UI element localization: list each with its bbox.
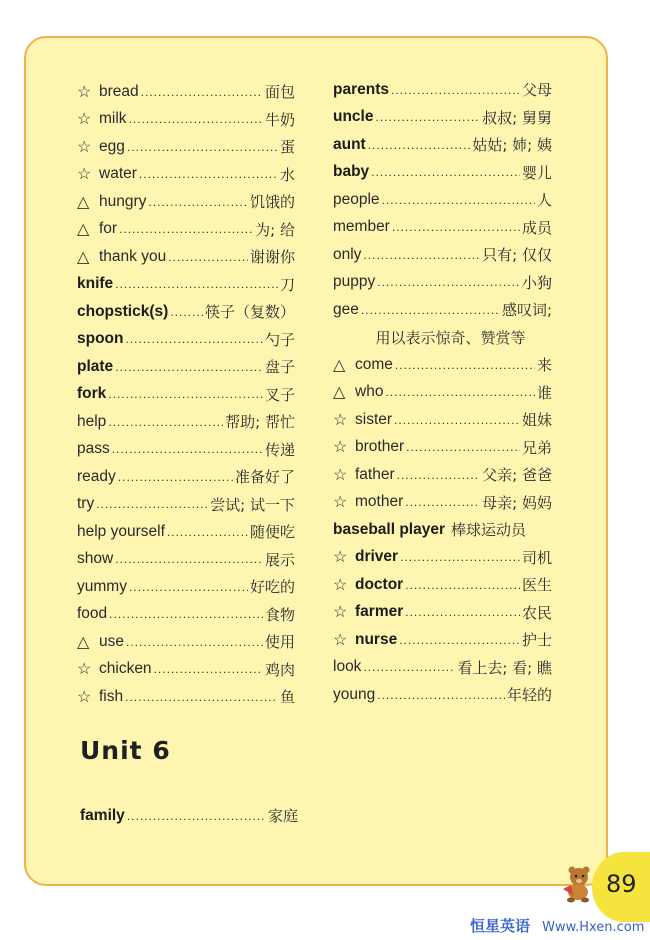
- star-icon: ☆: [77, 166, 92, 184]
- vocab-entry: [333, 76, 552, 104]
- vocab-entry: [77, 656, 295, 684]
- triangle-icon: △: [77, 221, 90, 239]
- vocab-entry: [77, 381, 295, 409]
- vocab-word: father: [355, 465, 395, 483]
- dot-leader: [405, 578, 520, 592]
- vocab-meaning: 兄弟: [521, 438, 552, 457]
- vocab-word: look: [333, 658, 362, 676]
- triangle-icon: △: [77, 633, 90, 651]
- vocab-entry: [333, 489, 552, 517]
- star-icon: ☆: [77, 83, 92, 101]
- vocab-entry: [333, 159, 552, 187]
- vocab-entry: [77, 601, 295, 629]
- footer-watermark: [470, 915, 644, 936]
- dot-leader: [368, 138, 471, 152]
- vocab-word: show: [77, 550, 114, 568]
- vocab-word: hungry: [99, 192, 147, 210]
- vocab-word: water: [99, 165, 137, 183]
- vocab-entry: [333, 571, 552, 599]
- vocab-meaning: 小狗: [521, 273, 552, 292]
- vocab-word: farmer: [355, 603, 404, 621]
- vocab-word: chopstick(s): [77, 302, 169, 320]
- vocab-meaning: 饥饿的: [249, 193, 295, 212]
- vocab-entry: [333, 654, 552, 682]
- vocab-word: help yourself: [77, 522, 165, 540]
- dot-leader: [129, 112, 263, 126]
- vocab-word: for: [99, 220, 118, 238]
- dot-leader: [168, 250, 248, 264]
- vocab-word: ready: [77, 467, 116, 485]
- vocab-word: parents: [333, 80, 389, 98]
- vocab-meaning: 父亲; 爸爸: [482, 466, 552, 485]
- dot-leader: [154, 662, 263, 676]
- vocab-meaning: 父母: [521, 81, 552, 100]
- vocab-entry: [333, 214, 552, 242]
- dot-leader: [127, 809, 266, 823]
- star-icon: ☆: [333, 549, 348, 567]
- vocab-meaning: 使用: [264, 633, 295, 652]
- vocab-meaning: 勺子: [264, 330, 295, 349]
- vocab-word: only: [333, 245, 362, 263]
- vocab-meaning: 谁: [536, 383, 552, 402]
- vocab-entry: [77, 271, 295, 299]
- vocab-word: sister: [355, 410, 393, 428]
- vocab-entry: [77, 188, 295, 216]
- vocab-word: baby: [333, 163, 370, 181]
- dot-leader: [397, 468, 481, 482]
- unit-title: Unit 6: [80, 736, 171, 765]
- star-icon: ☆: [333, 411, 348, 429]
- vocab-entry: [333, 406, 552, 434]
- vocab-word: who: [355, 383, 384, 401]
- vocab-meaning: 牛奶: [264, 110, 295, 129]
- vocab-word: chicken: [99, 660, 152, 678]
- star-icon: ☆: [77, 661, 92, 679]
- vocab-continuation: 用以表示惊奇、赞赏等: [375, 328, 526, 347]
- vocab-entry: [77, 436, 295, 464]
- dot-leader: [125, 690, 278, 704]
- vocab-meaning: 年轻的: [506, 686, 552, 705]
- vocab-meaning: 人: [536, 191, 552, 210]
- vocab-meaning: 感叹词;: [501, 301, 552, 320]
- vocab-entry: [77, 353, 295, 381]
- vocab-word: yummy: [77, 577, 127, 595]
- vocab-entry: [333, 599, 552, 627]
- vocab-meaning: 随便吃: [249, 523, 295, 542]
- vocab-word: fish: [99, 687, 124, 705]
- dot-leader: [119, 222, 253, 236]
- vocab-entry: [333, 104, 552, 132]
- vocab-entry: [77, 243, 295, 271]
- vocab-meaning: 成员: [521, 218, 552, 237]
- vocab-entry: [77, 106, 295, 134]
- vocab-word: fork: [77, 385, 107, 403]
- vocab-entry: [333, 681, 552, 709]
- dot-leader: [126, 635, 263, 649]
- vocab-entry: [77, 491, 295, 519]
- vocab-word: knife: [77, 275, 114, 293]
- dot-leader: [109, 607, 263, 621]
- vocab-entry: [333, 269, 552, 297]
- dot-leader: [112, 442, 263, 456]
- dot-leader: [392, 220, 520, 234]
- vocab-entry: [77, 78, 295, 106]
- page-number: 89: [606, 870, 637, 898]
- vocab-word: come: [355, 355, 393, 373]
- dot-leader: [399, 633, 520, 647]
- vocab-meaning: 谢谢你: [249, 248, 295, 267]
- vocab-meaning: 司机: [521, 548, 552, 567]
- vocab-word: spoon: [77, 330, 124, 348]
- dot-leader: [363, 660, 455, 674]
- star-icon: ☆: [77, 688, 92, 706]
- vocab-entry: [77, 216, 295, 244]
- vocab-word: thank you: [99, 247, 167, 265]
- vocab-meaning: 筷子（复数）: [204, 303, 295, 322]
- vocab-meaning: 姑姑; 姉; 姨: [472, 136, 552, 155]
- footer-brand: 恒星英语: [470, 917, 531, 935]
- vocab-word: plate: [77, 357, 114, 375]
- dot-leader: [141, 85, 263, 99]
- dot-leader: [148, 195, 248, 209]
- vocab-entry: [333, 296, 552, 324]
- star-icon: ☆: [333, 631, 348, 649]
- footer-url: Www.Hxen.com: [542, 920, 645, 935]
- vocab-entry: [77, 326, 295, 354]
- dot-leader: [118, 470, 233, 484]
- triangle-icon: △: [333, 356, 346, 374]
- vocab-meaning: 医生: [521, 576, 552, 595]
- dot-leader: [170, 305, 203, 319]
- vocab-entry: [77, 683, 295, 711]
- vocab-entry: [77, 628, 295, 656]
- vocab-entry: [333, 434, 552, 462]
- vocab-meaning: 家庭: [267, 807, 298, 826]
- dot-leader: [115, 552, 263, 566]
- vocab-meaning: 姐妹: [521, 411, 552, 430]
- dot-leader: [394, 413, 520, 427]
- vocab-meaning: 来: [536, 356, 552, 375]
- dot-leader: [115, 360, 263, 374]
- vocab-meaning: 鱼: [279, 688, 295, 707]
- vocab-entry: [333, 516, 552, 544]
- dot-leader: [400, 550, 520, 564]
- vocab-meaning: 准备好了: [234, 468, 295, 487]
- dot-leader: [108, 415, 223, 429]
- vocab-entry: [77, 573, 295, 601]
- vocab-word: aunt: [333, 135, 366, 153]
- vocab-meaning: 护士: [521, 631, 552, 650]
- dot-leader: [395, 358, 535, 372]
- vocab-meaning: 鸡肉: [264, 660, 295, 679]
- vocab-entry: [333, 241, 552, 269]
- vocab-meaning: 叔叔; 舅舅: [482, 108, 552, 127]
- vocab-word: try: [77, 495, 95, 513]
- dot-leader: [405, 605, 520, 619]
- vocab-word: use: [99, 632, 124, 650]
- vocab-meaning: 婴儿: [521, 163, 552, 182]
- dot-leader: [127, 140, 278, 154]
- vocab-entry: [77, 546, 295, 574]
- vocab-word: food: [77, 605, 108, 623]
- vocab-entry: [333, 544, 552, 572]
- star-icon: ☆: [333, 576, 348, 594]
- vocab-entry: [333, 461, 552, 489]
- vocab-meaning: 水: [279, 165, 295, 184]
- vocab-meaning: 盘子: [264, 358, 295, 377]
- dot-leader: [391, 83, 520, 97]
- left-vocab-column: [77, 78, 295, 711]
- dot-leader: [108, 387, 263, 401]
- vocab-word: uncle: [333, 108, 374, 126]
- vocab-entry: [77, 408, 295, 436]
- star-icon: ☆: [333, 466, 348, 484]
- dot-leader: [405, 495, 480, 509]
- vocab-entry: [333, 626, 552, 654]
- vocab-entry: [77, 298, 295, 326]
- vocab-word: member: [333, 218, 390, 236]
- star-icon: ☆: [333, 494, 348, 512]
- vocab-meaning: 尝试; 试一下: [210, 495, 295, 514]
- vocab-meaning: 蛋: [279, 138, 295, 157]
- dot-leader: [126, 332, 263, 346]
- triangle-icon: △: [77, 193, 90, 211]
- vocab-meaning: 帮助; 帮忙: [225, 413, 295, 432]
- vocab-meaning: 只有; 仅仅: [482, 246, 552, 265]
- vocab-meaning: 展示: [264, 550, 295, 569]
- dot-leader: [167, 525, 248, 539]
- dot-leader: [377, 688, 505, 702]
- vocab-meaning: 面包: [264, 83, 295, 102]
- vocab-entry: [80, 802, 298, 830]
- dot-leader: [406, 440, 520, 454]
- vocab-meaning: 刀: [279, 275, 295, 294]
- vocab-meaning: 好吃的: [249, 578, 295, 597]
- dot-leader: [361, 303, 500, 317]
- dot-leader: [363, 248, 480, 262]
- vocab-meaning: 传递: [264, 440, 295, 459]
- vocab-entry: [77, 518, 295, 546]
- vocab-meaning: 母亲; 妈妈: [482, 493, 552, 512]
- dot-leader: [371, 165, 520, 179]
- dot-leader: [129, 580, 248, 594]
- dot-leader: [375, 110, 480, 124]
- vocab-word: puppy: [333, 273, 376, 291]
- vocab-meaning: 为; 给: [255, 220, 295, 239]
- vocab-word: doctor: [355, 575, 404, 593]
- triangle-icon: △: [77, 248, 90, 266]
- vocab-entry: [77, 133, 295, 161]
- dot-leader: [96, 497, 208, 511]
- vocab-entry: [333, 351, 552, 379]
- star-icon: ☆: [77, 111, 92, 129]
- vocab-entry: [333, 379, 552, 407]
- star-icon: ☆: [77, 138, 92, 156]
- dot-leader: [382, 193, 535, 207]
- vocab-word: mother: [355, 493, 404, 511]
- dot-leader: [377, 275, 520, 289]
- triangle-icon: △: [333, 384, 346, 402]
- vocab-word: driver: [355, 548, 399, 566]
- vocab-meaning: 农民: [521, 603, 552, 622]
- vocab-meaning: 看上去; 看; 瞧: [457, 658, 552, 677]
- star-icon: ☆: [333, 439, 348, 457]
- vocab-word: egg: [99, 137, 125, 155]
- vocab-meaning: 食物: [264, 605, 295, 624]
- star-icon: ☆: [333, 604, 348, 622]
- vocab-word: gee: [333, 300, 359, 318]
- dot-leader: [115, 277, 278, 291]
- vocab-meaning: 叉子: [264, 385, 295, 404]
- vocab-entry: [333, 186, 552, 214]
- vocab-word: brother: [355, 438, 405, 456]
- vocab-word: milk: [99, 110, 127, 128]
- bear-mascot-icon: [557, 863, 597, 903]
- vocab-word: pass: [77, 440, 110, 458]
- vocab-word: bread: [99, 82, 139, 100]
- dot-leader: [139, 167, 278, 181]
- vocab-word: help: [77, 412, 107, 430]
- vocab-word: family: [80, 806, 125, 824]
- vocab-entry: [77, 463, 295, 491]
- vocab-word: young: [333, 685, 376, 703]
- right-vocab-column: [333, 76, 552, 709]
- unit6-vocab-list: [80, 802, 298, 830]
- vocab-entry: [333, 131, 552, 159]
- vocab-word: people: [333, 190, 380, 208]
- vocab-word: nurse: [355, 630, 398, 648]
- vocab-word: baseball player: [333, 520, 446, 538]
- dot-leader: [385, 385, 535, 399]
- vocab-entry: [77, 161, 295, 189]
- vocab-meaning: 棒球运动员: [451, 521, 527, 540]
